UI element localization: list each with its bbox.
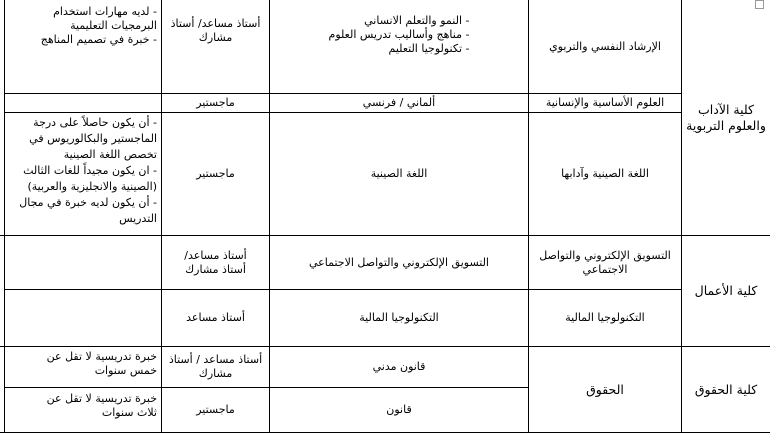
rank-cell: ماجستير	[196, 403, 235, 416]
department-cell: الإرشاد النفسي والتربوي	[549, 39, 661, 53]
specialization-cell: ألماني / فرنسي	[362, 96, 436, 109]
requirements-cell: خبرة تدريسية لا تقل عن خمس سنوات	[46, 350, 157, 377]
rank-cell: أستاذ مساعد	[186, 311, 245, 324]
department-cell: اللغة الصينية وآدابها	[561, 167, 649, 180]
rank-cell: أستاذ مساعد/ أستاذ مشارك	[170, 17, 261, 44]
rank-cell: أستاذ مساعد / أستاذ مشارك	[168, 353, 263, 380]
requirements-cell: خبرة تدريسية لا تقل عن ثلاث سنوات	[46, 392, 157, 419]
specialization-cell: - النمو والتعلم الانساني - مناهج وأساليب تدريس العلوم - تكنولوجيا التعليم	[328, 14, 470, 55]
rank-cell: أستاذ مساعد/ أستاذ مشارك	[184, 248, 247, 276]
department-cell: التسويق الإلكتروني والتواصل الاجتماعي	[539, 248, 671, 276]
department-cell: التكنولوجيا المالية	[565, 311, 645, 324]
specialization-cell: قانون	[386, 403, 412, 416]
requirements-cell: - أن يكون حاصلاً على درجة الماجستير والبكالوريوس في تخصص اللغة الصينية - ان يكون مجيداً للغات الثالث (الصينية والانجليزية والعربية) - أن يكون لديه خبرة في مجال التدريس	[19, 116, 157, 225]
specialization-cell: اللغة الصينية	[370, 167, 428, 180]
specialization-cell: التكنولوجيا المالية	[359, 311, 439, 324]
department-cell: العلوم الأساسية والإنسانية	[545, 96, 665, 109]
college-arts: كلية الآداب والعلوم التربوية	[686, 101, 766, 133]
college-business: كلية الأعمال	[694, 283, 758, 298]
rank-cell: ماجستير	[196, 167, 235, 180]
rank-cell: ماجستير	[196, 96, 235, 109]
department-cell: الحقوق	[586, 381, 624, 397]
college-law: كلية الحقوق	[694, 381, 758, 397]
specialization-cell: التسويق الإلكتروني والتواصل الاجتماعي	[309, 255, 489, 269]
specialization-cell: قانون مدني	[372, 360, 426, 373]
requirements-cell: - لديه مهارات استخدام البرمجيات التعليمية - خبرة في تصميم المناهج	[40, 5, 157, 46]
